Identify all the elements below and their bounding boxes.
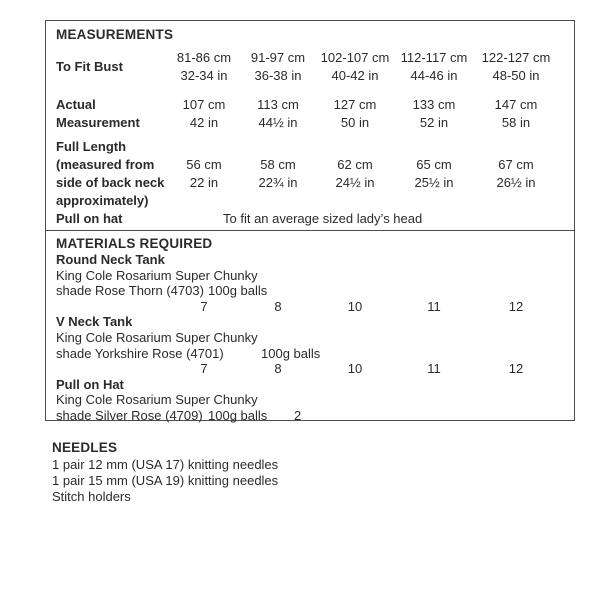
row-label-to-fit-bust: To Fit Bust	[56, 59, 123, 74]
material-shade-row	[56, 283, 564, 299]
length-size-cell	[474, 138, 558, 210]
length-in: 26½ in	[496, 175, 536, 190]
actual-size-cell	[168, 96, 240, 132]
length-size-cell	[240, 138, 316, 210]
material-unit: 100g balls	[208, 283, 268, 299]
length-in: 22 in	[189, 175, 219, 190]
material-shade-row	[56, 408, 564, 424]
material-shade: shade Yorkshire Rose (4701)	[56, 345, 224, 361]
row-label-full-length: Full Length (measured from side of back neck approximately)	[56, 139, 165, 208]
bust-in: 40-42 in	[331, 68, 379, 83]
length-size-cell	[316, 138, 394, 210]
length-in: 25½ in	[414, 175, 454, 190]
material-unit: 100g balls	[261, 345, 321, 361]
length-cm: 56 cm	[186, 157, 222, 172]
material-item-name: Round Neck Tank	[56, 252, 165, 267]
material-shade: shade Rose Thorn (4703)	[56, 283, 204, 299]
material-shade-row	[56, 346, 564, 362]
actual-cm: 113 cm	[257, 97, 299, 112]
needle-item: 1 pair 12 mm (USA 17) knitting needles	[52, 456, 279, 472]
length-cm: 58 cm	[260, 157, 296, 172]
material-yarn: King Cole Rosarium Super Chunky	[56, 267, 258, 283]
bust-in: 36-38 in	[254, 68, 302, 83]
material-unit: 100g balls	[208, 407, 268, 423]
quantity: 11	[427, 298, 441, 314]
bust-cm: 81-86 cm	[176, 50, 232, 65]
row-pull-on-hat	[56, 210, 564, 228]
quantity: 10	[347, 361, 363, 377]
quantity: 8	[274, 298, 282, 314]
material-yarn: King Cole Rosarium Super Chunky	[56, 329, 258, 345]
needles-title: NEEDLES	[52, 440, 118, 455]
quantity: 12	[508, 361, 524, 377]
bust-size-cell	[240, 49, 316, 85]
actual-cm: 127 cm	[333, 97, 377, 112]
material-quantities-row	[56, 361, 564, 377]
actual-in: 44½ in	[258, 115, 298, 130]
length-size-cell	[168, 138, 240, 210]
measurements-title: MEASUREMENTS	[56, 27, 174, 42]
length-in: 24½ in	[335, 175, 375, 190]
material-quantities-row	[56, 299, 564, 315]
material-item-name: Pull on Hat	[56, 376, 124, 392]
bust-cm: 112-117 cm	[400, 50, 468, 65]
bust-cm: 102-107 cm	[320, 50, 390, 65]
quantity: 12	[508, 298, 524, 314]
actual-cm: 133 cm	[412, 97, 456, 112]
actual-size-cell	[474, 96, 558, 132]
quantity: 10	[347, 298, 363, 314]
actual-size-cell	[240, 96, 316, 132]
row-actual-measurement	[56, 96, 564, 132]
needle-item: Stitch holders	[52, 488, 131, 504]
actual-cm: 107 cm	[182, 97, 226, 112]
bust-in: 48-50 in	[492, 68, 540, 83]
pattern-info-box	[45, 20, 575, 421]
actual-in: 42 in	[189, 115, 219, 130]
bust-size-cell	[168, 49, 240, 85]
actual-in: 50 in	[340, 115, 370, 130]
length-in: 22¾ in	[258, 175, 298, 190]
bust-cm: 122-127 cm	[481, 50, 551, 65]
material-item-name: V Neck Tank	[56, 314, 133, 330]
material-yarn: King Cole Rosarium Super Chunky	[56, 392, 258, 408]
actual-cm: 147 cm	[494, 97, 538, 112]
quantity: 8	[274, 361, 282, 377]
bust-in: 44-46 in	[410, 68, 458, 83]
quantity: 7	[200, 361, 208, 377]
material-shade: shade Silver Rose (4709)	[56, 407, 203, 423]
measurements-section	[46, 21, 574, 228]
length-cm: 67 cm	[498, 157, 534, 172]
length-cm: 62 cm	[337, 157, 373, 172]
length-size-cell	[394, 138, 474, 210]
quantity: 2	[294, 407, 302, 423]
row-label-pull-on-hat: Pull on hat	[56, 211, 123, 226]
quantity: 11	[427, 361, 441, 377]
row-label-actual-measurement: Actual Measurement	[56, 97, 140, 130]
bust-in: 32-34 in	[180, 68, 228, 83]
length-cm: 65 cm	[416, 157, 452, 172]
actual-size-cell	[316, 96, 394, 132]
materials-section	[46, 231, 574, 424]
actual-in: 52 in	[419, 115, 449, 130]
bust-cm: 91-97 cm	[250, 50, 306, 65]
row-full-length	[56, 138, 564, 210]
needles-section	[52, 440, 278, 505]
needle-item: 1 pair 15 mm (USA 19) knitting needles	[52, 472, 279, 488]
bust-size-cell	[316, 49, 394, 85]
bust-size-cell	[474, 49, 558, 85]
quantity: 7	[200, 298, 208, 314]
materials-title: MATERIALS REQUIRED	[56, 236, 213, 251]
pull-on-hat-value: To fit an average sized lady’s head	[223, 211, 423, 226]
row-to-fit-bust	[56, 49, 564, 85]
actual-size-cell	[394, 96, 474, 132]
bust-size-cell	[394, 49, 474, 85]
actual-in: 58 in	[501, 115, 531, 130]
